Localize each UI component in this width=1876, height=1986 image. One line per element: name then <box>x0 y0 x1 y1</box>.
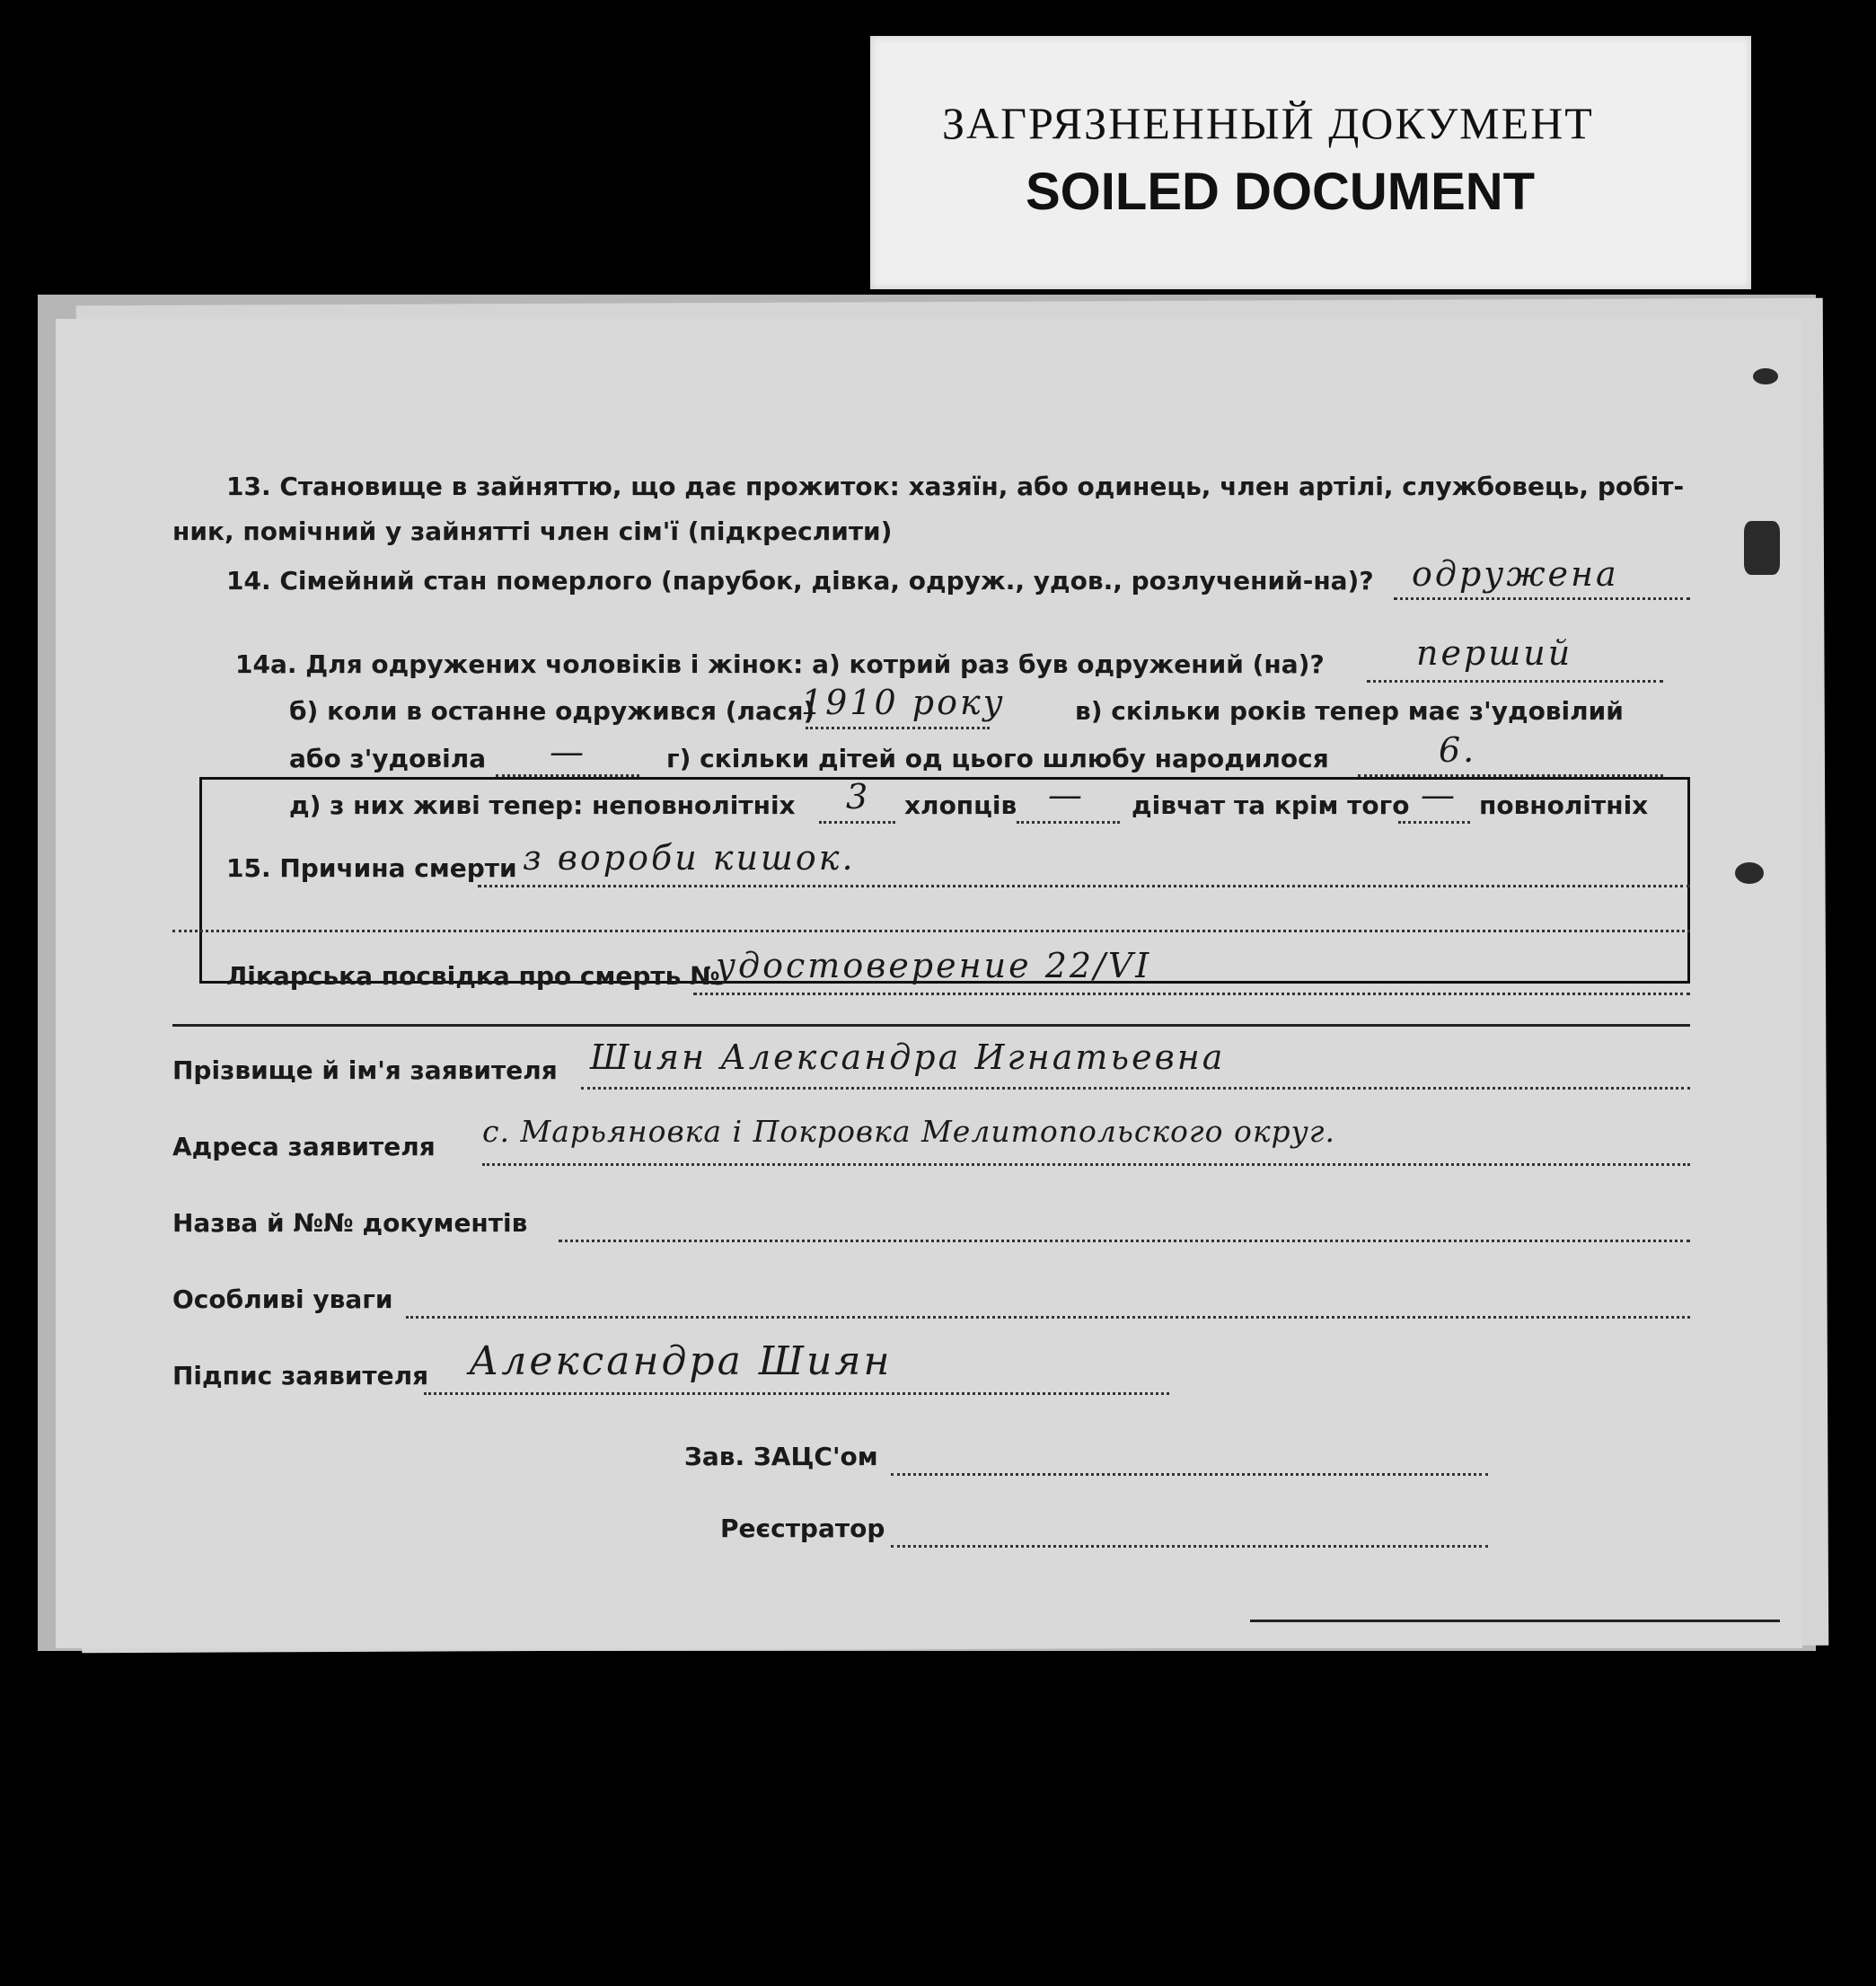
q14v-label: в) скільки років тепер має з'удовілий <box>1075 696 1624 726</box>
q14-label: 14. Сімейний стан померлого (парубок, дівка, одруж., удов., розлучений-на)? <box>226 566 1374 596</box>
q14d-label4: повнолітніх <box>1479 790 1649 820</box>
q14g-value: 6. <box>1439 730 1477 770</box>
applicant-name-value: Шиян Александра Игнатьевна <box>590 1037 1226 1077</box>
remarks-label: Особливі уваги <box>172 1284 393 1314</box>
head-line <box>891 1473 1488 1476</box>
q14d-line2 <box>1017 821 1120 824</box>
q14v-line <box>496 774 639 777</box>
q14d-label3: дівчат та крім того <box>1132 790 1410 820</box>
remarks-line <box>406 1316 1690 1319</box>
q14a-value: перший <box>1416 633 1573 673</box>
q14v-label2: або з'удовіла <box>289 744 487 773</box>
q14d-value1: 3 <box>846 777 871 816</box>
q14a-label: 14а. Для одружених чоловіків і жінок: а) котрий раз був одружений (на)? <box>235 649 1325 679</box>
q14d-line1 <box>819 821 895 824</box>
death-record-form <box>56 319 1802 1648</box>
label-russian: ЗАГРЯЗНЕННЫЙ ДОКУМЕНТ <box>942 98 1594 148</box>
applicant-name-line <box>581 1087 1690 1090</box>
q14b-line <box>806 727 990 729</box>
q15-value: з вороби кишок. <box>523 838 856 878</box>
q14g-label: г) скільки дітей од цього шлюбу народилося <box>666 744 1329 773</box>
registrar-line <box>891 1545 1488 1548</box>
bottom-rule <box>1250 1620 1780 1622</box>
documents-label: Назва й №№ документів <box>172 1208 528 1238</box>
applicant-address-line <box>482 1163 1690 1166</box>
documents-line <box>559 1240 1690 1242</box>
q15-label: 15. Причина смерти <box>226 853 517 883</box>
ink-stain <box>1753 368 1778 384</box>
soiled-document-label <box>870 36 1751 289</box>
q14-value: одружена <box>1412 554 1619 594</box>
applicant-name-label: Прізвище й ім'я заявителя <box>172 1055 558 1085</box>
q14d-value2: — <box>1048 775 1085 815</box>
applicant-address-label: Адреса заявителя <box>172 1132 436 1161</box>
q14b-value: 1910 року <box>801 683 1006 722</box>
applicant-address-value: с. Марьяновка і Покровка Мелитопольского округ. <box>482 1114 1335 1149</box>
ink-stain <box>1735 862 1764 884</box>
q14d-label2: хлопців <box>904 790 1017 820</box>
q15-line <box>478 885 1690 887</box>
ink-stain <box>1744 521 1780 575</box>
signature-label: Підпис заявителя <box>172 1361 429 1390</box>
q14d-label: д) з них живі тепер: неповнолітніх <box>289 790 796 820</box>
registrar-label: Реєстратор <box>720 1514 885 1543</box>
medical-label: Лікарська посвідка про смерть № <box>226 961 720 991</box>
q14a-line <box>1367 680 1663 683</box>
q14d-line3 <box>1398 821 1470 824</box>
q13-line2: ник, помічний у зайнятті член сім'ї (підкреслити) <box>172 516 893 546</box>
medical-value: удостоверение 22/VI <box>716 946 1152 985</box>
medical-line <box>693 993 1690 995</box>
q15-line2 <box>172 930 1690 932</box>
q14g-line <box>1358 774 1663 777</box>
label-english: SOILED DOCUMENT <box>1026 163 1536 221</box>
q13-line1: 13. Становище в зайняттю, що дає прожиток: хазяїн, або одинець, член артілі, службовець, робіт- <box>226 472 1685 501</box>
q14v-value: — <box>550 732 586 772</box>
q14-line <box>1394 597 1690 600</box>
signature-value: Александра Шиян <box>469 1338 893 1384</box>
signature-line <box>424 1392 1169 1395</box>
head-label: Зав. ЗАЦС'ом <box>684 1442 878 1471</box>
section-rule <box>172 1024 1690 1027</box>
q14d-value3: — <box>1421 775 1458 815</box>
q14b-label: б) коли в останне одружився (лася) <box>289 696 815 726</box>
